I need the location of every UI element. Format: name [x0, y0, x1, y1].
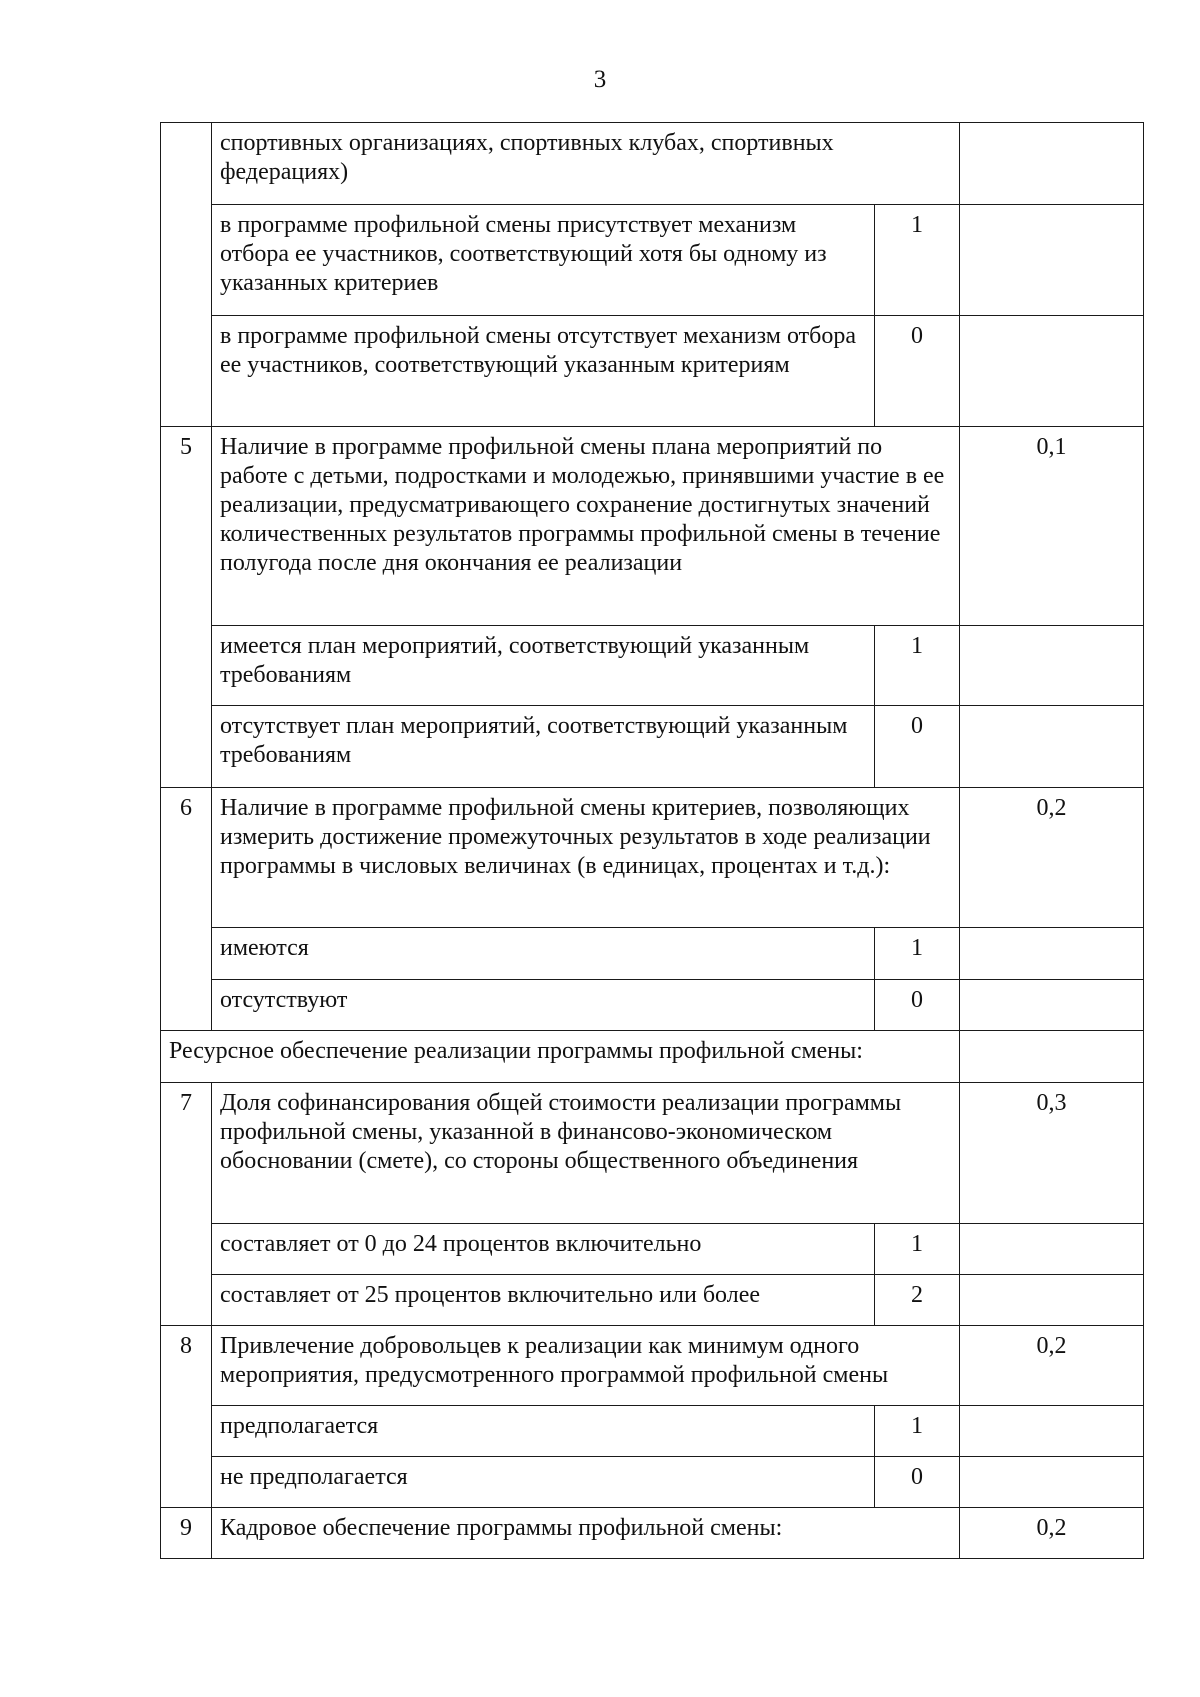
- option-text: составляет от 25 процентов включительно или более: [212, 1275, 875, 1326]
- criterion-weight: 0,1: [960, 427, 1144, 626]
- criterion-text: Наличие в программе профильной смены плана мероприятий по работе с детьми, подростками и молодежью, принявшими участие в ее реализации, предусматривающего сохранение достигнутых значений количественных результатов программы профильной смены в течение полугода после дня окончания ее реализации: [212, 427, 960, 626]
- weight-cell: [960, 123, 1144, 205]
- option-score: 0: [875, 980, 960, 1031]
- weight-cell: [960, 980, 1144, 1031]
- weight-cell: [960, 706, 1144, 788]
- criterion-number: 6: [161, 788, 212, 1031]
- option-score: 0: [875, 316, 960, 427]
- weight-cell: [960, 205, 1144, 316]
- table-row: [161, 1031, 1144, 1083]
- weight-cell: [960, 1457, 1144, 1508]
- criterion-number: 8: [161, 1326, 212, 1508]
- table-row: [161, 123, 1144, 205]
- table-row: [161, 626, 1144, 706]
- criterion-weight: 0,3: [960, 1083, 1144, 1224]
- criterion-text: Наличие в программе профильной смены критериев, позволяющих измерить достижение промежуточных результатов в ходе реализации программы в числовых величинах (в единицах, процентах и т.д.):: [212, 788, 960, 928]
- option-text: составляет от 0 до 24 процентов включительно: [212, 1224, 875, 1275]
- criteria-table: [160, 122, 1144, 1559]
- section-heading: Ресурсное обеспечение реализации программы профильной смены:: [161, 1031, 960, 1083]
- table-row: [161, 1406, 1144, 1457]
- criterion-text: Доля софинансирования общей стоимости реализации программы профильной смены, указанной в финансово-экономическом обосновании (смете), со стороны общественного объединения: [212, 1083, 960, 1224]
- table-row: [161, 1326, 1144, 1406]
- weight-cell: [960, 1224, 1144, 1275]
- table-row: [161, 706, 1144, 788]
- criterion-text: Привлечение добровольцев к реализации как минимум одного мероприятия, предусмотренного программой профильной смены: [212, 1326, 960, 1406]
- option-score: 1: [875, 626, 960, 706]
- criterion-weight: 0,2: [960, 788, 1144, 928]
- weight-cell: [960, 1031, 1144, 1083]
- option-score: 1: [875, 1406, 960, 1457]
- option-text: имеется план мероприятий, соответствующий указанным требованиям: [212, 626, 875, 706]
- criterion-weight: 0,2: [960, 1508, 1144, 1559]
- option-text: в программе профильной смены присутствует механизм отбора ее участников, соответствующий хотя бы одному из указанных критериев: [212, 205, 875, 316]
- criterion-text: спортивных организациях, спортивных клубах, спортивных федерациях): [212, 123, 960, 205]
- table-row: [161, 928, 1144, 980]
- weight-cell: [960, 1406, 1144, 1457]
- criterion-text: Кадровое обеспечение программы профильной смены:: [212, 1508, 960, 1559]
- table-row: [161, 1083, 1144, 1224]
- criterion-number: 5: [161, 427, 212, 788]
- criterion-number: 9: [161, 1508, 212, 1559]
- option-text: отсутствует план мероприятий, соответствующий указанным требованиям: [212, 706, 875, 788]
- option-text: имеются: [212, 928, 875, 980]
- table-row: [161, 788, 1144, 928]
- option-text: предполагается: [212, 1406, 875, 1457]
- option-score: 0: [875, 706, 960, 788]
- weight-cell: [960, 316, 1144, 427]
- table-row: [161, 1224, 1144, 1275]
- option-score: 1: [875, 205, 960, 316]
- weight-cell: [960, 928, 1144, 980]
- option-score: 1: [875, 1224, 960, 1275]
- table-row: [161, 205, 1144, 316]
- option-text: не предполагается: [212, 1457, 875, 1508]
- table-row: [161, 1457, 1144, 1508]
- option-text: в программе профильной смены отсутствует механизм отбора ее участников, соответствующий указанным критериям: [212, 316, 875, 427]
- weight-cell: [960, 1275, 1144, 1326]
- option-score: 1: [875, 928, 960, 980]
- page-number: 3: [593, 66, 607, 93]
- number-cell: [161, 123, 212, 427]
- criterion-weight: 0,2: [960, 1326, 1144, 1406]
- table-row: [161, 316, 1144, 427]
- weight-cell: [960, 626, 1144, 706]
- table-row: [161, 1275, 1144, 1326]
- option-score: 0: [875, 1457, 960, 1508]
- table-row: [161, 1508, 1144, 1559]
- criterion-number: 7: [161, 1083, 212, 1326]
- table-row: [161, 980, 1144, 1031]
- option-text: отсутствуют: [212, 980, 875, 1031]
- table-row: [161, 427, 1144, 626]
- option-score: 2: [875, 1275, 960, 1326]
